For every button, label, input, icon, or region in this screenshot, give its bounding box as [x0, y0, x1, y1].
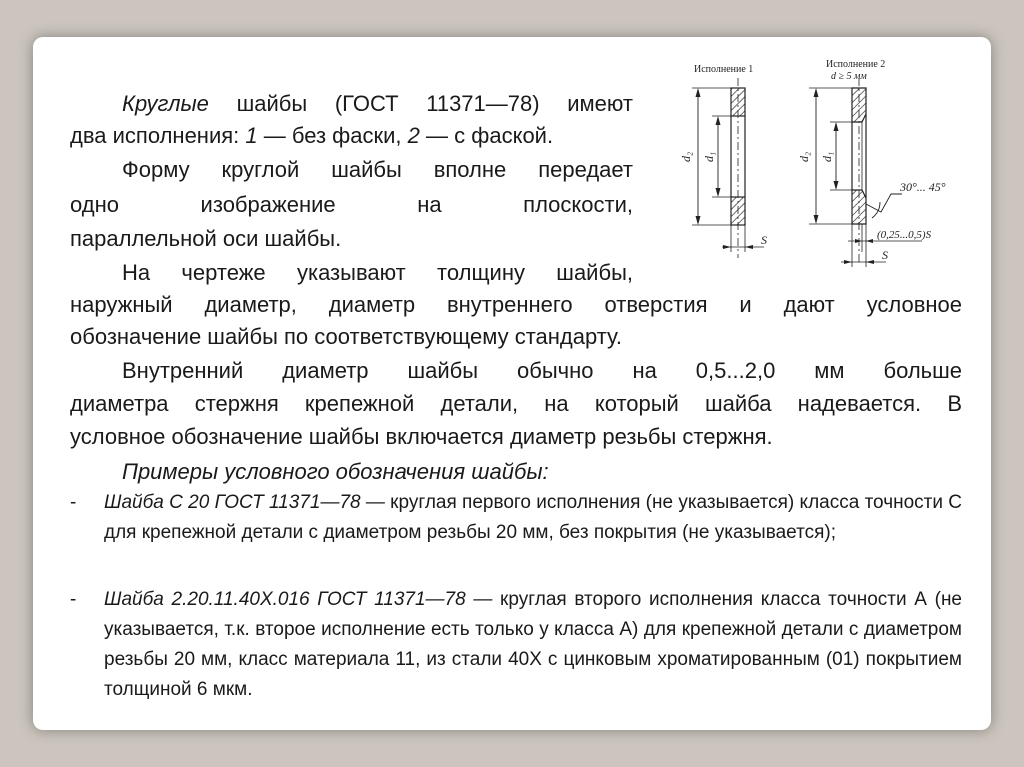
para3-line3: обозначение шайбы по соответствующему стандарту. — [70, 324, 622, 349]
washer-1-section — [692, 78, 764, 258]
para2-line2: одно изображение на плоскости, — [70, 192, 633, 217]
s-label: S — [761, 233, 767, 247]
example-designation-2: Шайба 2.20.11.40Х.016 ГОСТ 11371—78 — [104, 589, 466, 610]
example-item-2-body: Шайба 2.20.11.40Х.016 ГОСТ 11371—78 — круглая второго исполнения класса точности А (не указывается, т.к. второе исполнение есть только у класса А) для крепежной детали с диаметром резьбы 20 мм, класс материала 11, из стали 40Х с цинковым хроматированным (01) покрытием толщиной 6 мкм. — [104, 589, 963, 700]
angle-label: 30°... 45° — [900, 180, 946, 194]
version-2-label: Исполнение 2 — [826, 59, 886, 70]
para3-line1: На чертеже указывают толщину шайбы, — [122, 260, 633, 285]
s-label-2: S — [882, 248, 888, 262]
example-designation-1: Шайба С 20 ГОСТ 11371—78 — [104, 492, 361, 513]
example-item-1-body: Шайба С 20 ГОСТ 11371—78 — круглая первого исполнения (не указывается) класса точности С для крепежной детали с диаметром резьбы 20 мм, без покрытия (не указывается); — [104, 492, 962, 543]
d2-label-2: d₂ — [797, 151, 811, 162]
para4-line2: диаметра стержня крепежной детали, на который шайба надевается. В — [70, 391, 962, 416]
d1-label-2: d₁ — [820, 151, 834, 162]
para1-line2-text: два исполнения: 1 — без фаски, 2 — с фаской. — [70, 123, 554, 148]
version-2-condition: d ≥ 5 мм — [831, 71, 867, 82]
d1-label: d₁ — [702, 151, 716, 162]
para2-line3: параллельной оси шайбы. — [70, 226, 342, 251]
para3-line2: наружный диаметр, диаметр внутреннего отверстия и дают условное — [70, 292, 962, 317]
para4-line1: Внутренний диаметр шайбы обычно на 0,5...2,0 мм больше — [122, 358, 962, 383]
d2-label: d₂ — [679, 151, 693, 162]
examples-heading: Примеры условного обозначения шайбы: — [122, 459, 549, 484]
chamfer-label: (0,25...0,5)S — [877, 229, 932, 241]
para4-line3: условное обозначение шайбы включается диаметр резьбы стержня. — [70, 424, 773, 449]
version-1-label: Исполнение 1 — [694, 64, 754, 75]
para2-line1: Форму круглой шайбы вполне передает — [122, 157, 633, 182]
washer-drawing — [676, 52, 976, 278]
bullet-dash: - — [70, 589, 77, 610]
para1-line1-text: Круглые шайбы (ГОСТ 11371—78) имеют — [122, 91, 633, 116]
bullet-dash: - — [70, 492, 77, 513]
term-round: Круглые — [122, 91, 209, 116]
